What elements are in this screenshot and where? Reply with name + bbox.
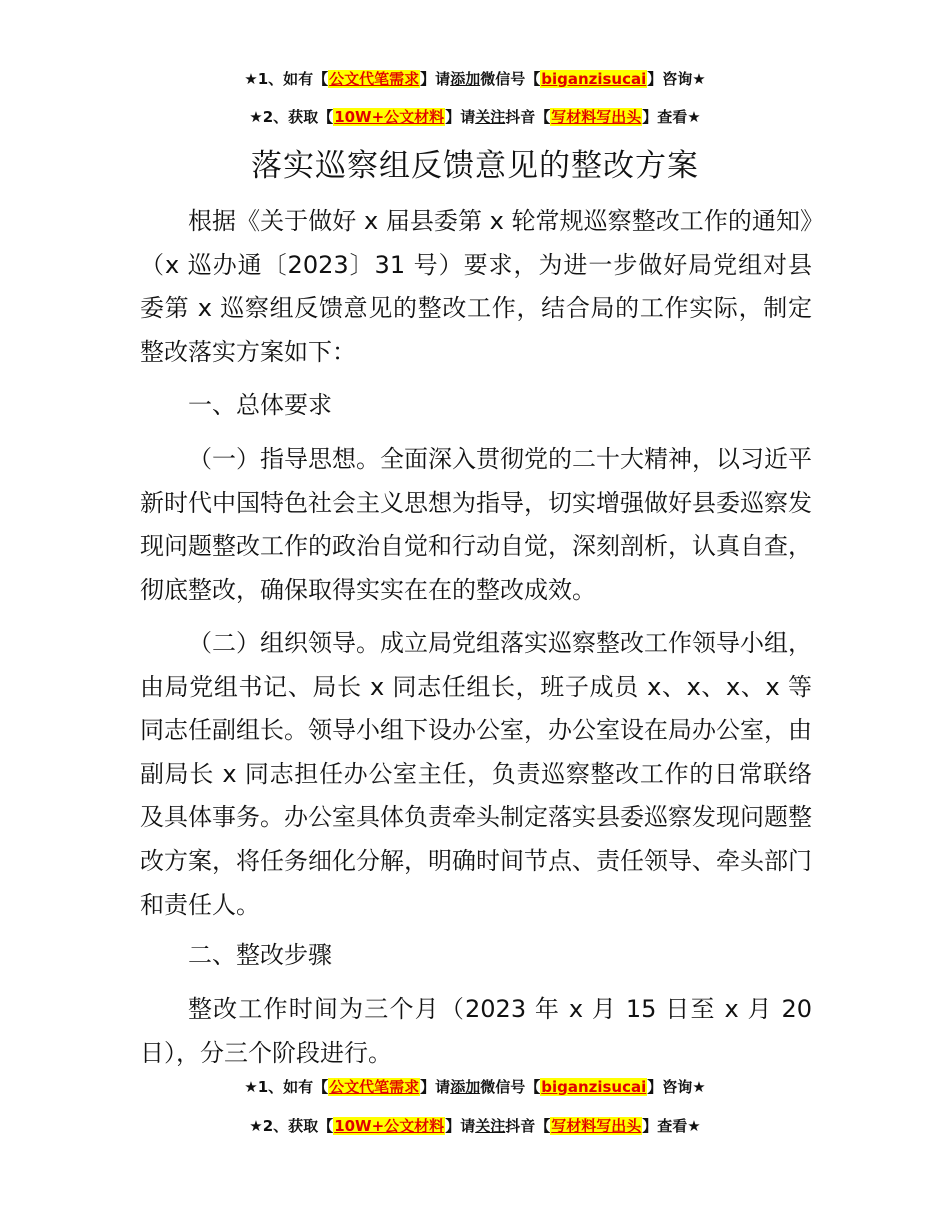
banner-text: 】查看★: [642, 1117, 701, 1135]
header-banner-line-2: [0, 106, 950, 128]
banner-underlined-text: 添加: [450, 1078, 481, 1096]
footer-banner-line-1: [0, 1076, 950, 1098]
heading-general-requirements: 一、总体要求: [188, 391, 332, 419]
banner-text: 】查看★: [642, 108, 701, 126]
banner-text: ★1、如有【: [244, 1078, 329, 1096]
banner-highlight-wechat-id: biganzisucai: [541, 1078, 647, 1096]
banner-text: 】咨询★: [647, 1078, 706, 1096]
banner-underlined-text: 添加: [450, 70, 481, 88]
banner-highlight-douyin-id: 写材料写出头: [551, 1117, 642, 1135]
banner-text: 】请: [420, 1078, 451, 1096]
document-title: 落实巡察组反馈意见的整改方案: [251, 148, 699, 184]
banner-underlined-text: 关注: [475, 1117, 506, 1135]
banner-text: ★2、获取【: [249, 108, 334, 126]
banner-highlight: 公文代笔需求: [329, 70, 420, 88]
paragraph-guiding-ideology: （一）指导思想。全面深入贯彻党的二十大精神，以习近平新时代中国特色社会主义思想为指导，切实增强做好县委巡察发现问题整改工作的政治自觉和行动自觉，深刻剖析，认真自查，彻底整改，确保取得实实在在的整改成效。: [140, 445, 812, 604]
banner-text: 】请: [445, 1117, 476, 1135]
paragraph-intro: 根据《关于做好 x 届县委第 x 轮常规巡察整改工作的通知》（x 巡办通〔2023〕31 号）要求，为进一步做好局党组对县委第 x 巡察组反馈意见的整改工作，结合局的工作实际，制定整改落实方案如下：: [140, 207, 812, 366]
footer-banner-line-2: [0, 1115, 950, 1137]
paragraph-timeline: 整改工作时间为三个月（2023 年 x 月 15 日至 x 月 20 日），分三个阶段进行。: [140, 995, 812, 1067]
heading-rectification-steps: 二、整改步骤: [188, 941, 332, 969]
banner-text: 抖音【: [505, 1117, 551, 1135]
banner-text: 】请: [420, 70, 451, 88]
banner-text: ★1、如有【: [244, 70, 329, 88]
banner-text: ★2、获取【: [249, 1117, 334, 1135]
banner-highlight-wechat-id: biganzisucai: [541, 70, 647, 88]
banner-highlight-douyin-id: 写材料写出头: [551, 108, 642, 126]
banner-highlight: 公文代笔需求: [329, 1078, 420, 1096]
header-banner-line-1: [0, 68, 950, 90]
banner-text: 】咨询★: [647, 70, 706, 88]
banner-text: 微信号【: [480, 70, 541, 88]
banner-highlight: 10W+公文材料: [334, 1117, 445, 1135]
banner-text: 微信号【: [480, 1078, 541, 1096]
paragraph-organization-leadership: （二）组织领导。成立局党组落实巡察整改工作领导小组，由局党组书记、局长 x 同志任组长，班子成员 x、x、x、x 等同志任副组长。领导小组下设办公室，办公室设在局办公室，由副局长 x 同志担任办公室主任，负责巡察整改工作的日常联络及具体事务。办公室具体负责牵头制定落实县委巡察发现问题整改方案，将任务细化分解，明确时间节点、责任领导、牵头部门和责任人。: [140, 629, 812, 919]
banner-text: 抖音【: [505, 108, 551, 126]
banner-underlined-text: 关注: [475, 108, 506, 126]
banner-highlight: 10W+公文材料: [334, 108, 445, 126]
banner-text: 】请: [445, 108, 476, 126]
